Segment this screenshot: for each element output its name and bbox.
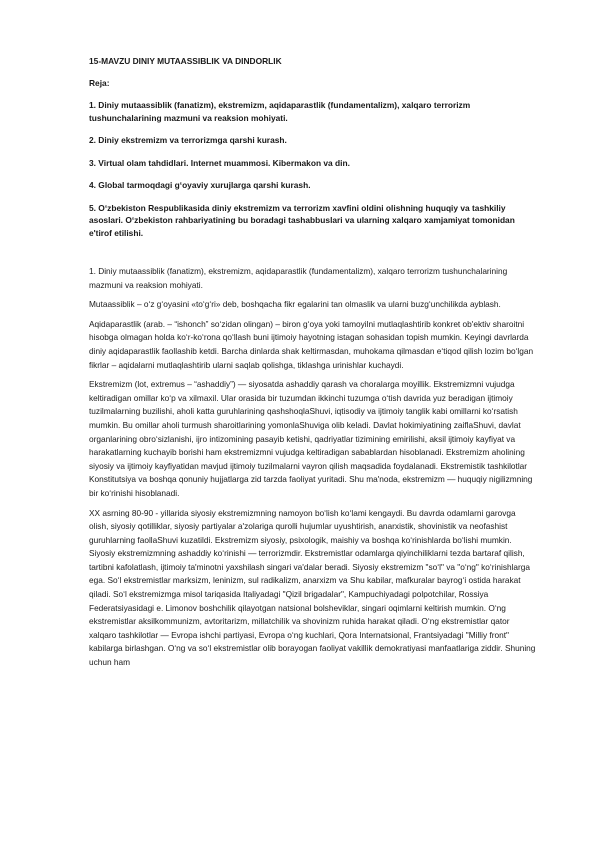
document-title: 15-MAVZU DINIY MUTAASSIBLIK VA DINDORLIK: [89, 56, 282, 66]
section-heading-paragraph: 1. Diniy mutaassiblik (fanatizm), ekstremizm, aqidaparastlik (fundamentalizm), xalqaro terrorizm tushunchalarining mazmuni va reaksion mohiyati.: [89, 266, 508, 290]
plan-item-2: 2. Diniy ekstremizm va terrorizmga qarshi kurash.: [89, 135, 287, 145]
plan-item-3: 3. Virtual olam tahdidlari. Internet muammosi. Kibermakon va din.: [89, 157, 350, 168]
section-spacer: [89, 249, 536, 265]
paragraph-aqidaparastlik: Aqidaparastlik (arab. – “ishonch” so‘zidan olingan) – biron g‘oya yoki tamoyilni mutlaqlashtirib konkret ob'ektiv sharoitni hisobga olmagan holda ko‘r-ko‘rona qo‘llash buni ijtimoiy hayotning istagan sohasidan topish mumkin. Keyingi davrlarda diniy aqidaparastlik faollashib ketdi. Barcha dinlarda shak keltirmasdan, muhokama qilmasdan e‘tiqod qilish lozim bo‘lgan fikrlar – aqidalarni mutlaqlashtirib ularni saqlab qolishga, tiklashga urinishlar kuchaydi.: [89, 318, 534, 370]
plan-item-5: 5. O‘zbekiston Respublikasida diniy ekstremizm va terrorizm xavfini oldini olishning huquqiy va tashkiliy asoslari. O‘zbekiston rahbariyatining bu boradagi tashabbuslari va ularning xalqaro xamjamiyat tomonidan e'tirof etilishi.: [89, 202, 515, 238]
paragraph-xx-asr: XX asrning 80-90 - yillarida siyosiy ekstremizmning namoyon bo‘lish ko‘lami kengaydi. Bu davrda odamlarni garovga olish, siyosiy qotilliklar, siyosiy partiyalar a'zolariga qurolli hujumlar uyushtirish, anarxistik, shovinistik va neofashist guruhlarning faollaShuvi kuzatildi. Ekstremizm siyosiy, psixologik, maishiy va boshqa ko‘rinishlarda bo‘lishi mumkin. Siyosiy ekstremizmning ashaddiy ko‘rinishi — terrorizmdir. Ekstremistlar odamlarga qiyinchiliklarni tezda bartaraf qilish, tartibni kafolatlash, ijtimoiy ta'minotni yaxshilash singari va'dalar beradi. Siyosiy ekstremizm "so‘l" va "o‘ng" ko‘rinishlarga ega. So‘l ekstremistlar marksizm, leninizm, sul radikalizm, anarxizm va Shu kabilar, mafkuralar bayrog‘i ostida harakat qiladi. So‘l ekstremizmga misol tariqasida Italiyadagi "Qizil brigadalar", Kampuchiyadagi polpotchilar, Rossiya Federatsiyasidagi e. Limonov boshchilik qilayotgan natsional bolsheviklar, singari oqimlarni keltirish mumkin. O‘ng ekstremistlar aksilkommunizm, avtoritarizm, millatchilik va shovinizm ruhida harakat qiladi. O‘ng ekstremistlar qator xalqaro tashkilotlar — Evropa ishchi partiyasi, Evropa o‘ng kuchlari, Qora Internatsional, Frantsiyadagi "Milliy front" kabilarga birlashgan. O‘ng va so‘l ekstremistlar olib borayogan faoliyat vakillik demokratiyasi manfaatlariga ziddir. Shuning uchun ham: [89, 507, 536, 668]
plan-item-4: 4. Global tarmoqdagi g‘oyaviy xurujlarga qarshi kurash.: [89, 180, 311, 190]
plan-item-1: 1. Diniy mutaassiblik (fanatizm), ekstremizm, aqidaparastlik (fundamentalizm), xalqaro terrorizm tushunchalarining mazmuni va reaksion mohiyati.: [89, 100, 471, 123]
paragraph-mutaassiblik: Mutaassiblik – o‘z g‘oyasini «to‘g‘ri» deb, boshqacha fikr egalarini tan olmaslik va ularni buzg‘unchilikda ayblash.: [89, 299, 501, 310]
plan-label: Reja:: [89, 78, 110, 88]
paragraph-ekstremizm: Ekstremizm (lot, extremus – “ashaddiy”) — siyosatda ashaddiy qarash va choralarga moyillik. Ekstremizmni vujudga keltiradigan omillar ko‘p va xilmaxil. Ular orasida bir tuzumdan ikkinchi tuzumga o‘tish davrida yuz beradigan ijtimoiy tuzilmalarning buzilishi, aholi katta guruhlarining qashshoqlaShuvi, iqtisodiy va ijtimoiy tanglik kabi omillarni ko‘rsatish mumkin. Bu omillar aholi turmush sharoitlarining yomonlaShuviga olib keladi. Davlat hokimiyatining zaiflaShuvi, davlat organlarining obro‘sizlanishi, ijro intizomining pasayib ketishi, qadriyatlar tizimining emirilishi, aksil ijtimoiy kayfiyat va harakatlarning kuchayib borishi ham ekstremizmni vujudga keltiradigan sabablardan hisoblanadi. Ekstremizm aholining siyosiy va ijtimoiy kayfiyatidan mavjud ijtimoiy tuzilmalarni vayron qilish maqsadida foydalanadi. Ekstremistik tashkilotlar Konstitutsiya va boshqa qonuniy hujjatlarga zid tarzda faoliyat yuritadi. Shu ma'noda, ekstremizm — huquqiy nigilizmning bir ko‘rinishi hisoblanadi.: [89, 379, 533, 498]
